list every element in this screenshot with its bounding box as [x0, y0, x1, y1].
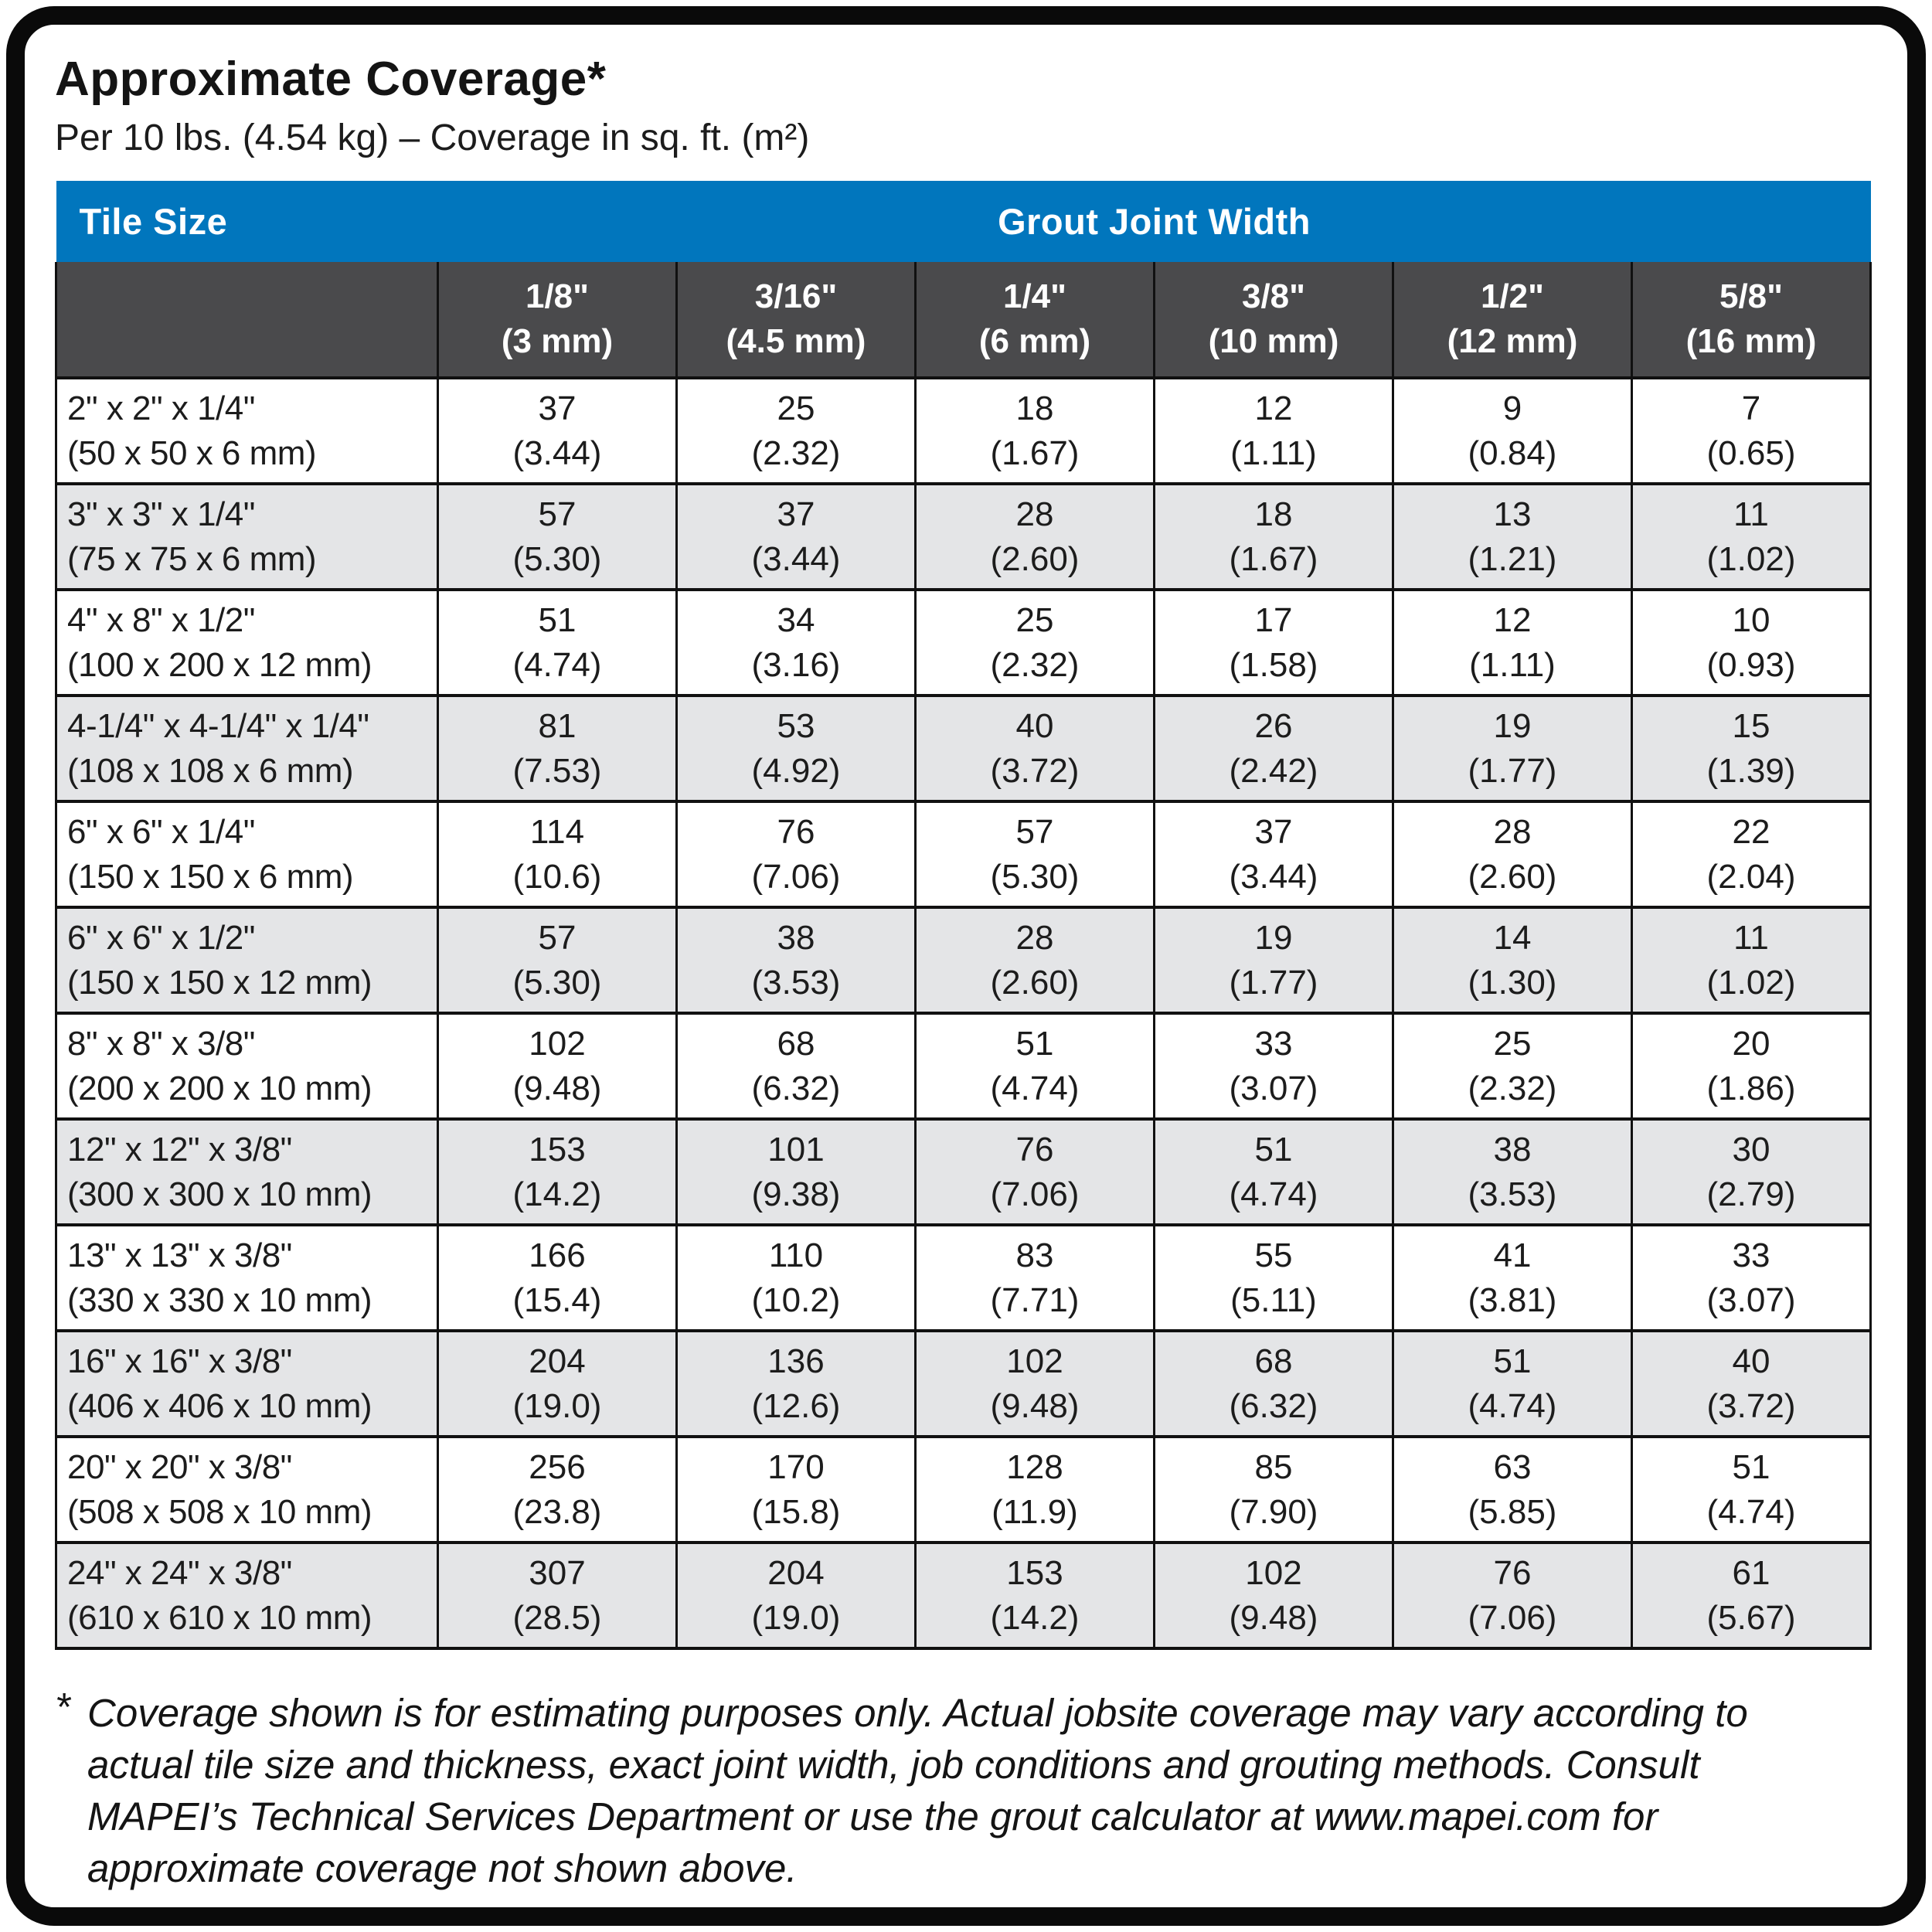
tile-size-inches: 2" x 2" x 1/4" [67, 389, 255, 427]
coverage-sqft: 38 [1493, 1130, 1532, 1168]
coverage-sqft: 83 [1015, 1236, 1054, 1274]
coverage-cell [1632, 907, 1871, 1013]
coverage-cell [677, 590, 916, 696]
coverage-sqft: 25 [1493, 1024, 1532, 1063]
coverage-m2: (5.67) [1706, 1598, 1796, 1637]
coverage-cell [1632, 590, 1871, 696]
tile-size-cell [56, 1225, 438, 1331]
coverage-m2: (2.60) [990, 963, 1080, 1002]
tile-size-cell [56, 1543, 438, 1648]
coverage-m2: (7.06) [990, 1175, 1080, 1213]
coverage-m2: (3.16) [751, 645, 841, 684]
coverage-cell [1632, 484, 1871, 590]
coverage-sqft: 61 [1732, 1553, 1770, 1592]
coverage-cell [1155, 378, 1393, 484]
coverage-m2: (19.0) [751, 1598, 841, 1637]
coverage-sqft: 7 [1741, 389, 1761, 427]
coverage-sqft: 51 [1015, 1024, 1054, 1063]
coverage-cell [677, 1437, 916, 1543]
tile-size-cell [56, 696, 438, 801]
coverage-m2: (2.32) [990, 645, 1080, 684]
coverage-cell [916, 1119, 1155, 1225]
coverage-m2: (10.2) [751, 1281, 841, 1319]
coverage-m2: (3.07) [1229, 1069, 1318, 1107]
coverage-sqft: 170 [767, 1447, 825, 1486]
tile-size-mm: (300 x 300 x 10 mm) [67, 1175, 372, 1213]
joint-width-mm: (4.5 mm) [726, 322, 866, 360]
coverage-cell [1155, 1119, 1393, 1225]
joint-width-mm: (16 mm) [1685, 322, 1817, 360]
coverage-sqft: 15 [1732, 706, 1770, 745]
coverage-m2: (1.77) [1229, 963, 1318, 1002]
coverage-m2: (7.71) [990, 1281, 1080, 1319]
coverage-m2: (0.65) [1706, 434, 1796, 472]
coverage-m2: (6.32) [751, 1069, 841, 1107]
footnote-line: Coverage shown is for estimating purposes only. Actual jobsite coverage may vary according to [87, 1691, 1748, 1735]
coverage-sqft: 14 [1493, 918, 1532, 957]
subheader-cell [1393, 262, 1632, 378]
coverage-cell [1393, 1225, 1632, 1331]
coverage-sqft: 166 [529, 1236, 586, 1274]
joint-width-inches: 5/8" [1719, 277, 1784, 315]
coverage-cell [1155, 696, 1393, 801]
coverage-cell [438, 378, 677, 484]
tile-size-cell [56, 1013, 438, 1119]
tile-size-inches: 3" x 3" x 1/4" [67, 495, 255, 533]
coverage-sqft: 63 [1493, 1447, 1532, 1486]
subheader-cell [1155, 262, 1393, 378]
tile-size-mm: (406 x 406 x 10 mm) [67, 1386, 372, 1425]
tile-size-cell [56, 1331, 438, 1437]
coverage-sqft: 57 [1015, 812, 1054, 851]
subheader-cell [438, 262, 677, 378]
coverage-sqft: 26 [1254, 706, 1293, 745]
coverage-sqft: 40 [1732, 1342, 1770, 1380]
coverage-sqft: 37 [777, 495, 815, 533]
coverage-cell [438, 590, 677, 696]
joint-width-inches: 1/8" [525, 277, 590, 315]
coverage-m2: (2.60) [1468, 857, 1557, 896]
coverage-cell [677, 1119, 916, 1225]
coverage-cell [1155, 1331, 1393, 1437]
coverage-cell [1393, 1119, 1632, 1225]
coverage-cell [1393, 801, 1632, 907]
coverage-sqft: 9 [1502, 389, 1522, 427]
header-tile-size: Tile Size [56, 181, 438, 262]
coverage-cell [1155, 801, 1393, 907]
coverage-m2: (15.4) [512, 1281, 602, 1319]
coverage-cell [1155, 484, 1393, 590]
coverage-sqft: 28 [1493, 812, 1532, 851]
coverage-sqft: 68 [1254, 1342, 1293, 1380]
coverage-m2: (9.48) [512, 1069, 602, 1107]
coverage-sqft: 18 [1254, 495, 1293, 533]
coverage-sqft: 41 [1493, 1236, 1532, 1274]
tile-size-cell [56, 1119, 438, 1225]
coverage-m2: (4.92) [751, 751, 841, 790]
coverage-m2: (1.67) [1229, 539, 1318, 578]
coverage-cell [1632, 1437, 1871, 1543]
coverage-cell [677, 1331, 916, 1437]
coverage-table-body [56, 378, 1871, 1648]
tile-size-mm: (610 x 610 x 10 mm) [67, 1598, 372, 1637]
table-row [56, 696, 1871, 801]
table-row [56, 907, 1871, 1013]
coverage-cell [1632, 1331, 1871, 1437]
coverage-cell [438, 1331, 677, 1437]
coverage-m2: (9.48) [1229, 1598, 1318, 1637]
table-row [56, 1331, 1871, 1437]
coverage-cell [438, 1225, 677, 1331]
coverage-cell [677, 1225, 916, 1331]
tile-size-inches: 4-1/4" x 4-1/4" x 1/4" [67, 706, 369, 745]
coverage-m2: (1.39) [1706, 751, 1796, 790]
coverage-m2: (7.90) [1229, 1492, 1318, 1531]
coverage-m2: (2.79) [1706, 1175, 1796, 1213]
coverage-m2: (4.74) [512, 645, 602, 684]
coverage-sqft: 128 [1006, 1447, 1063, 1486]
table-row [56, 484, 1871, 590]
coverage-m2: (2.60) [990, 539, 1080, 578]
coverage-cell [1632, 1225, 1871, 1331]
coverage-m2: (1.21) [1468, 539, 1557, 578]
coverage-cell [677, 801, 916, 907]
coverage-sqft: 51 [1732, 1447, 1770, 1486]
coverage-m2: (3.53) [751, 963, 841, 1002]
coverage-m2: (0.93) [1706, 645, 1796, 684]
coverage-m2: (14.2) [512, 1175, 602, 1213]
coverage-cell [438, 1013, 677, 1119]
coverage-cell [916, 1437, 1155, 1543]
coverage-cell [1393, 1437, 1632, 1543]
coverage-m2: (28.5) [512, 1598, 602, 1637]
coverage-m2: (1.02) [1706, 963, 1796, 1002]
coverage-cell [916, 1543, 1155, 1648]
coverage-sqft: 51 [538, 600, 577, 639]
coverage-sqft: 110 [768, 1236, 824, 1274]
coverage-sqft: 204 [767, 1553, 825, 1592]
coverage-sqft: 57 [538, 495, 577, 533]
coverage-sqft: 153 [529, 1130, 586, 1168]
coverage-sqft: 19 [1254, 918, 1293, 957]
coverage-sqft: 38 [777, 918, 815, 957]
page-frame [6, 6, 1926, 1926]
tile-size-mm: (100 x 200 x 12 mm) [67, 645, 372, 684]
coverage-sqft: 11 [1733, 918, 1769, 957]
coverage-cell [916, 1013, 1155, 1119]
table-row [56, 1225, 1871, 1331]
tile-size-cell [56, 590, 438, 696]
coverage-cell [677, 1543, 916, 1648]
coverage-m2: (15.8) [751, 1492, 841, 1531]
coverage-cell [1632, 696, 1871, 801]
tile-size-mm: (150 x 150 x 6 mm) [67, 857, 354, 896]
coverage-m2: (3.44) [751, 539, 841, 578]
tile-size-cell [56, 907, 438, 1013]
footnote-line: approximate coverage not shown above. [87, 1846, 798, 1890]
coverage-sqft: 20 [1732, 1024, 1770, 1063]
tile-size-mm: (200 x 200 x 10 mm) [67, 1069, 372, 1107]
coverage-cell [677, 1013, 916, 1119]
coverage-m2: (5.30) [990, 857, 1080, 896]
coverage-sqft: 256 [529, 1447, 586, 1486]
coverage-sqft: 17 [1254, 600, 1293, 639]
coverage-m2: (4.74) [1706, 1492, 1796, 1531]
coverage-m2: (3.72) [1706, 1386, 1796, 1425]
coverage-sqft: 33 [1732, 1236, 1770, 1274]
coverage-m2: (6.32) [1229, 1386, 1318, 1425]
coverage-sqft: 76 [777, 812, 815, 851]
coverage-cell [1155, 1225, 1393, 1331]
coverage-sqft: 25 [1015, 600, 1054, 639]
coverage-cell [1393, 696, 1632, 801]
coverage-m2: (7.06) [1468, 1598, 1557, 1637]
tile-size-inches: 6" x 6" x 1/2" [67, 918, 255, 957]
coverage-sqft: 37 [1254, 812, 1293, 851]
coverage-m2: (5.11) [1230, 1281, 1317, 1319]
table-header-row [56, 181, 1871, 262]
coverage-m2: (3.81) [1468, 1281, 1557, 1319]
joint-width-mm: (3 mm) [501, 322, 614, 360]
joint-width-inches: 1/2" [1480, 277, 1545, 315]
coverage-sqft: 37 [538, 389, 577, 427]
table-row [56, 590, 1871, 696]
coverage-cell [1155, 1013, 1393, 1119]
coverage-cell [438, 484, 677, 590]
tile-size-mm: (50 x 50 x 6 mm) [67, 434, 317, 472]
footnote [55, 1687, 1911, 1894]
coverage-cell [677, 378, 916, 484]
coverage-cell [1393, 590, 1632, 696]
coverage-sqft: 40 [1015, 706, 1054, 745]
coverage-cell [438, 1437, 677, 1543]
coverage-sqft: 10 [1732, 600, 1770, 639]
coverage-m2: (7.53) [512, 751, 602, 790]
coverage-cell [1393, 378, 1632, 484]
joint-width-mm: (12 mm) [1447, 322, 1578, 360]
coverage-sqft: 76 [1015, 1130, 1054, 1168]
coverage-m2: (9.38) [751, 1175, 841, 1213]
coverage-m2: (3.07) [1706, 1281, 1796, 1319]
coverage-cell [916, 1331, 1155, 1437]
coverage-sqft: 102 [529, 1024, 586, 1063]
subheader-row [56, 262, 1871, 378]
tile-size-inches: 8" x 8" x 3/8" [67, 1024, 255, 1063]
joint-width-inches: 3/16" [754, 277, 838, 315]
coverage-sqft: 101 [767, 1130, 825, 1168]
coverage-sqft: 102 [1245, 1553, 1302, 1592]
tile-size-inches: 6" x 6" x 1/4" [67, 812, 255, 851]
coverage-cell [916, 1225, 1155, 1331]
coverage-sqft: 55 [1254, 1236, 1293, 1274]
coverage-sqft: 13 [1493, 495, 1532, 533]
tile-size-mm: (75 x 75 x 6 mm) [67, 539, 317, 578]
subheader-cell [677, 262, 916, 378]
table-row [56, 1013, 1871, 1119]
coverage-cell [677, 484, 916, 590]
coverage-cell [1155, 907, 1393, 1013]
coverage-m2: (3.72) [990, 751, 1080, 790]
coverage-m2: (1.67) [990, 434, 1080, 472]
coverage-cell [438, 1543, 677, 1648]
coverage-sqft: 22 [1732, 812, 1770, 851]
coverage-m2: (0.84) [1468, 434, 1557, 472]
coverage-cell [916, 696, 1155, 801]
joint-width-mm: (10 mm) [1208, 322, 1339, 360]
coverage-cell [1393, 907, 1632, 1013]
footnote-line: actual tile size and thickness, exact joint width, job conditions and grouting methods. Consult [87, 1743, 1700, 1787]
coverage-sqft: 136 [767, 1342, 825, 1380]
tile-size-mm: (108 x 108 x 6 mm) [67, 751, 354, 790]
coverage-cell [916, 484, 1155, 590]
coverage-m2: (4.74) [990, 1069, 1080, 1107]
table-row [56, 801, 1871, 907]
coverage-cell [1393, 1013, 1632, 1119]
coverage-m2: (5.30) [512, 963, 602, 1002]
coverage-cell [1632, 1013, 1871, 1119]
coverage-cell [916, 801, 1155, 907]
coverage-m2: (1.86) [1706, 1069, 1796, 1107]
coverage-m2: (7.06) [751, 857, 841, 896]
coverage-cell [438, 907, 677, 1013]
subheader-cell [1632, 262, 1871, 378]
coverage-cell [1632, 378, 1871, 484]
tile-size-inches: 20" x 20" x 3/8" [67, 1447, 292, 1486]
coverage-m2: (19.0) [512, 1386, 602, 1425]
coverage-sqft: 53 [777, 706, 815, 745]
coverage-m2: (1.11) [1230, 434, 1317, 472]
coverage-m2: (2.42) [1229, 751, 1318, 790]
coverage-cell [1632, 1119, 1871, 1225]
table-row [56, 1119, 1871, 1225]
coverage-cell [677, 907, 916, 1013]
coverage-cell [916, 378, 1155, 484]
coverage-m2: (3.44) [512, 434, 602, 472]
coverage-m2: (2.32) [1468, 1069, 1557, 1107]
coverage-cell [438, 1119, 677, 1225]
coverage-sqft: 28 [1015, 918, 1054, 957]
coverage-sqft: 85 [1254, 1447, 1293, 1486]
table-row [56, 1543, 1871, 1648]
coverage-m2: (2.32) [751, 434, 841, 472]
coverage-m2: (23.8) [512, 1492, 602, 1531]
joint-width-inches: 1/4" [1002, 277, 1067, 315]
coverage-cell [1632, 801, 1871, 907]
coverage-sqft: 81 [538, 706, 577, 745]
coverage-table [55, 181, 1872, 1650]
coverage-m2: (9.48) [990, 1386, 1080, 1425]
coverage-sqft: 18 [1015, 389, 1054, 427]
page-subtitle: Per 10 lbs. (4.54 kg) – Coverage in sq. ft. (m²) [55, 117, 810, 158]
coverage-cell [677, 696, 916, 801]
coverage-cell [438, 801, 677, 907]
coverage-m2: (4.74) [1468, 1386, 1557, 1425]
footnote-lines [87, 1687, 1911, 1894]
table-row [56, 1437, 1871, 1543]
coverage-cell [1393, 1331, 1632, 1437]
coverage-sqft: 68 [777, 1024, 815, 1063]
tile-size-cell [56, 1437, 438, 1543]
coverage-m2: (14.2) [990, 1598, 1080, 1637]
coverage-sqft: 19 [1493, 706, 1532, 745]
footnote-marker: * [55, 1685, 70, 1729]
subheader-corner-cell [56, 262, 438, 378]
coverage-cell [1632, 1543, 1871, 1648]
tile-size-inches: 12" x 12" x 3/8" [67, 1130, 292, 1168]
coverage-sqft: 12 [1493, 600, 1532, 639]
joint-width-inches: 3/8" [1241, 277, 1306, 315]
header-grout-joint-width: Grout Joint Width [438, 181, 1871, 262]
coverage-sqft: 102 [1006, 1342, 1063, 1380]
coverage-sqft: 28 [1015, 495, 1054, 533]
coverage-cell [916, 907, 1155, 1013]
coverage-cell [916, 590, 1155, 696]
coverage-cell [1155, 590, 1393, 696]
coverage-cell [1393, 1543, 1632, 1648]
coverage-cell [1155, 1543, 1393, 1648]
coverage-m2: (10.6) [512, 857, 602, 896]
coverage-sqft: 51 [1254, 1130, 1293, 1168]
coverage-m2: (1.11) [1469, 645, 1556, 684]
page-title: Approximate Coverage* [55, 53, 607, 106]
coverage-m2: (2.04) [1706, 857, 1796, 896]
coverage-m2: (1.58) [1229, 645, 1318, 684]
coverage-sqft: 11 [1733, 495, 1769, 533]
coverage-sqft: 25 [777, 389, 815, 427]
table-row [56, 378, 1871, 484]
tile-size-cell [56, 801, 438, 907]
joint-width-mm: (6 mm) [978, 322, 1091, 360]
tile-size-cell [56, 484, 438, 590]
tile-size-inches: 13" x 13" x 3/8" [67, 1236, 292, 1274]
coverage-sqft: 51 [1493, 1342, 1532, 1380]
coverage-m2: (11.9) [992, 1492, 1078, 1531]
coverage-sqft: 30 [1732, 1130, 1770, 1168]
coverage-sqft: 204 [529, 1342, 586, 1380]
subheader-cell [916, 262, 1155, 378]
tile-size-mm: (330 x 330 x 10 mm) [67, 1281, 372, 1319]
coverage-sqft: 307 [529, 1553, 586, 1592]
coverage-m2: (1.30) [1468, 963, 1557, 1002]
coverage-m2: (5.85) [1468, 1492, 1557, 1531]
coverage-m2: (1.02) [1706, 539, 1796, 578]
coverage-m2: (1.77) [1468, 751, 1557, 790]
coverage-m2: (5.30) [512, 539, 602, 578]
footnote-line: MAPEI’s Technical Services Department or use the grout calculator at www.mapei.com for [87, 1794, 1658, 1838]
coverage-sqft: 57 [538, 918, 577, 957]
tile-size-inches: 24" x 24" x 3/8" [67, 1553, 292, 1592]
coverage-sqft: 153 [1006, 1553, 1063, 1592]
tile-size-mm: (508 x 508 x 10 mm) [67, 1492, 372, 1531]
tile-size-cell [56, 378, 438, 484]
coverage-m2: (3.53) [1468, 1175, 1557, 1213]
coverage-sqft: 12 [1254, 389, 1293, 427]
coverage-sqft: 34 [777, 600, 815, 639]
tile-size-inches: 16" x 16" x 3/8" [67, 1342, 292, 1380]
coverage-m2: (3.44) [1229, 857, 1318, 896]
coverage-cell [1393, 484, 1632, 590]
tile-size-inches: 4" x 8" x 1/2" [67, 600, 255, 639]
tile-size-mm: (150 x 150 x 12 mm) [67, 963, 372, 1002]
coverage-sqft: 114 [529, 812, 585, 851]
coverage-m2: (12.6) [751, 1386, 841, 1425]
coverage-sqft: 76 [1493, 1553, 1532, 1592]
coverage-m2: (4.74) [1229, 1175, 1318, 1213]
coverage-cell [1155, 1437, 1393, 1543]
coverage-sqft: 33 [1254, 1024, 1293, 1063]
coverage-cell [438, 696, 677, 801]
